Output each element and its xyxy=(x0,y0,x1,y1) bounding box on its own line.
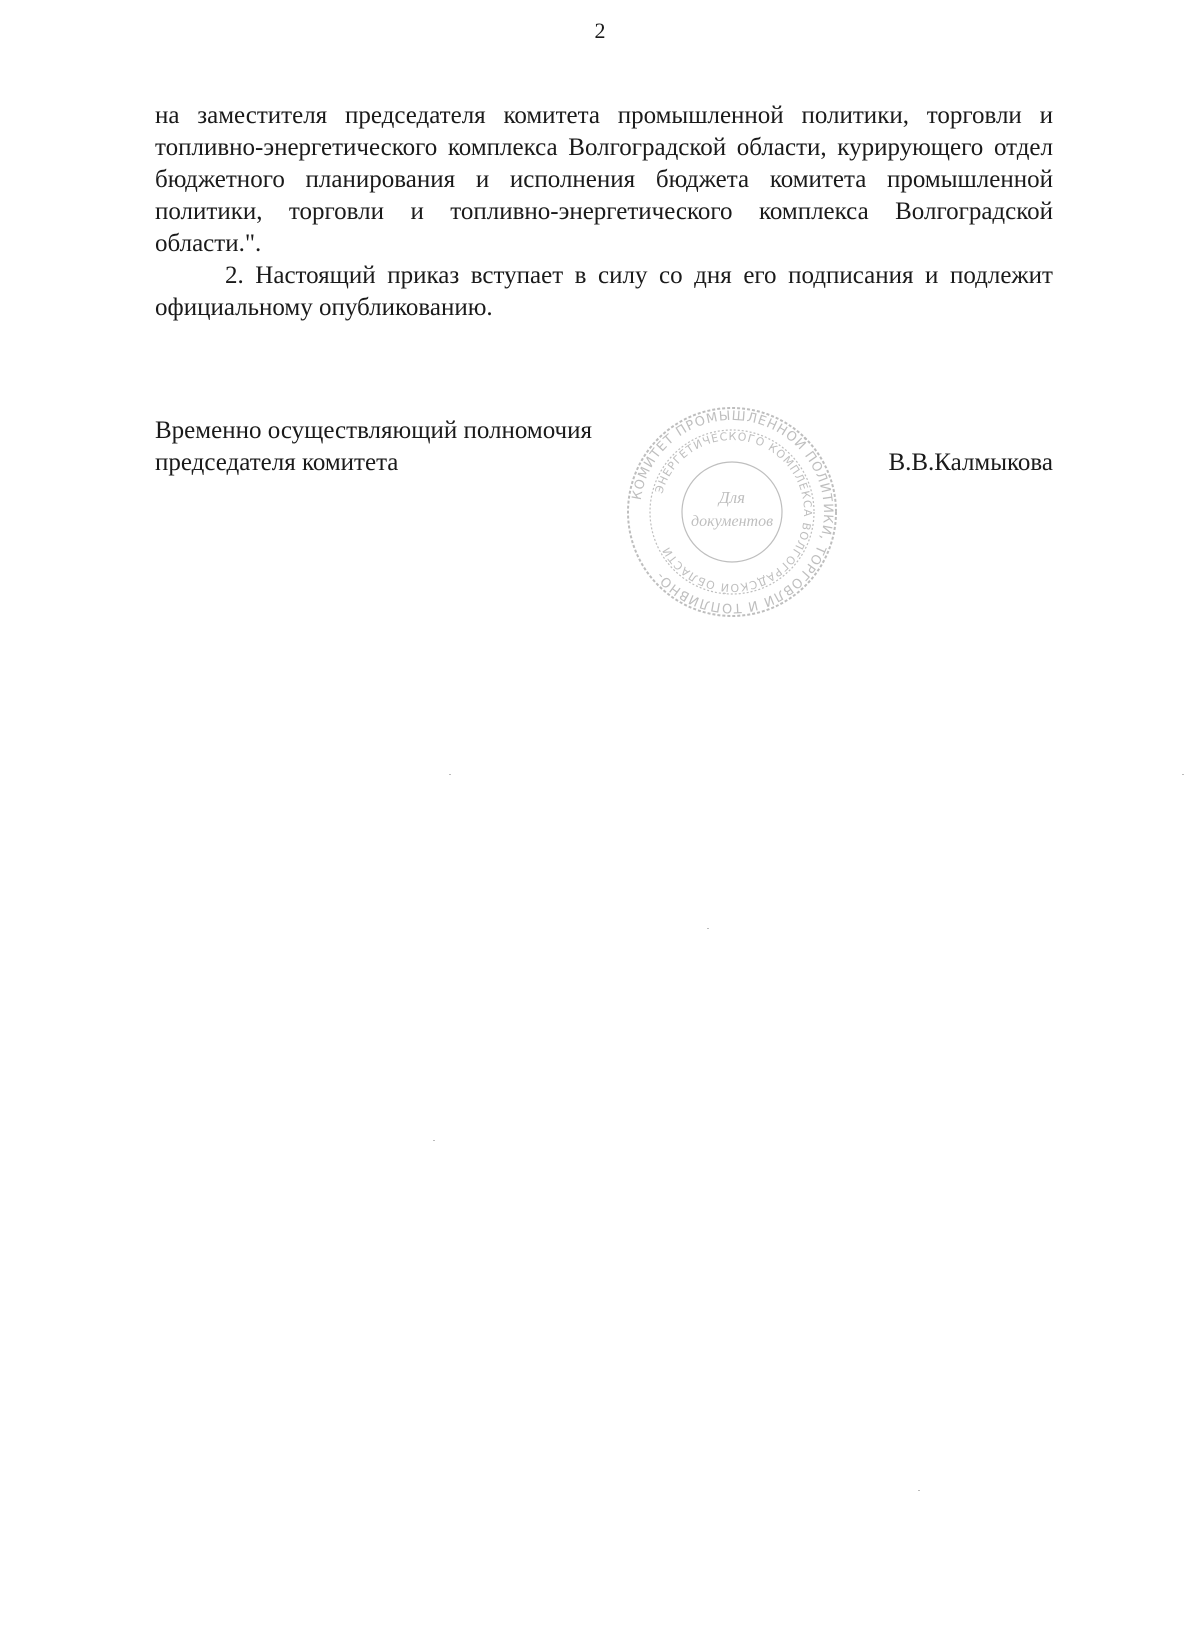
scan-speck xyxy=(1182,774,1184,775)
stamp-inner-text: ЭНЕРГЕТИЧЕСКОГО КОМПЛЕКСА ВОЛГОГРАДСКОЙ ОБЛАСТИ xyxy=(652,429,815,595)
signer-title-line-2: председателя комитета xyxy=(155,449,399,476)
page-number: 2 xyxy=(594,18,606,43)
paragraph-continuation: на заместителя председателя комитета промышленной политики, торговли и топливно-энергетического комплекса Волгоградской области, курирующего отдел бюджетного планирования и исполнения бюджета комитета промышленной политики, торговли и топливно-энергетического комплекса Волгоградской области.". xyxy=(155,102,1053,257)
stamp-outer-text: КОМИТЕТ ПРОМЫШЛЕННОЙ ПОЛИТИКИ, ТОРГОВЛИ И ТОПЛИВНО- xyxy=(629,408,836,616)
stamp-center-line-2: документов xyxy=(690,513,774,530)
signature-block xyxy=(155,415,1053,625)
scan-speck xyxy=(433,1140,435,1141)
scan-speck xyxy=(707,928,709,929)
stamp-inner-ring xyxy=(682,462,782,562)
paragraph-item-2: 2. Настоящий приказ вступает в силу со дня его подписания и подлежит официальному опубликованию. xyxy=(155,262,1053,321)
scan-speck xyxy=(918,1490,920,1491)
signer-title-line-1: Временно осуществляющий полномочия xyxy=(155,417,593,444)
stamp-center-line-1: Для xyxy=(718,488,746,507)
document-body xyxy=(155,100,1053,324)
official-stamp xyxy=(617,400,847,625)
signer-title xyxy=(155,415,655,479)
signer-name: В.В.Калмыкова xyxy=(888,449,1053,476)
scan-speck xyxy=(449,774,451,775)
